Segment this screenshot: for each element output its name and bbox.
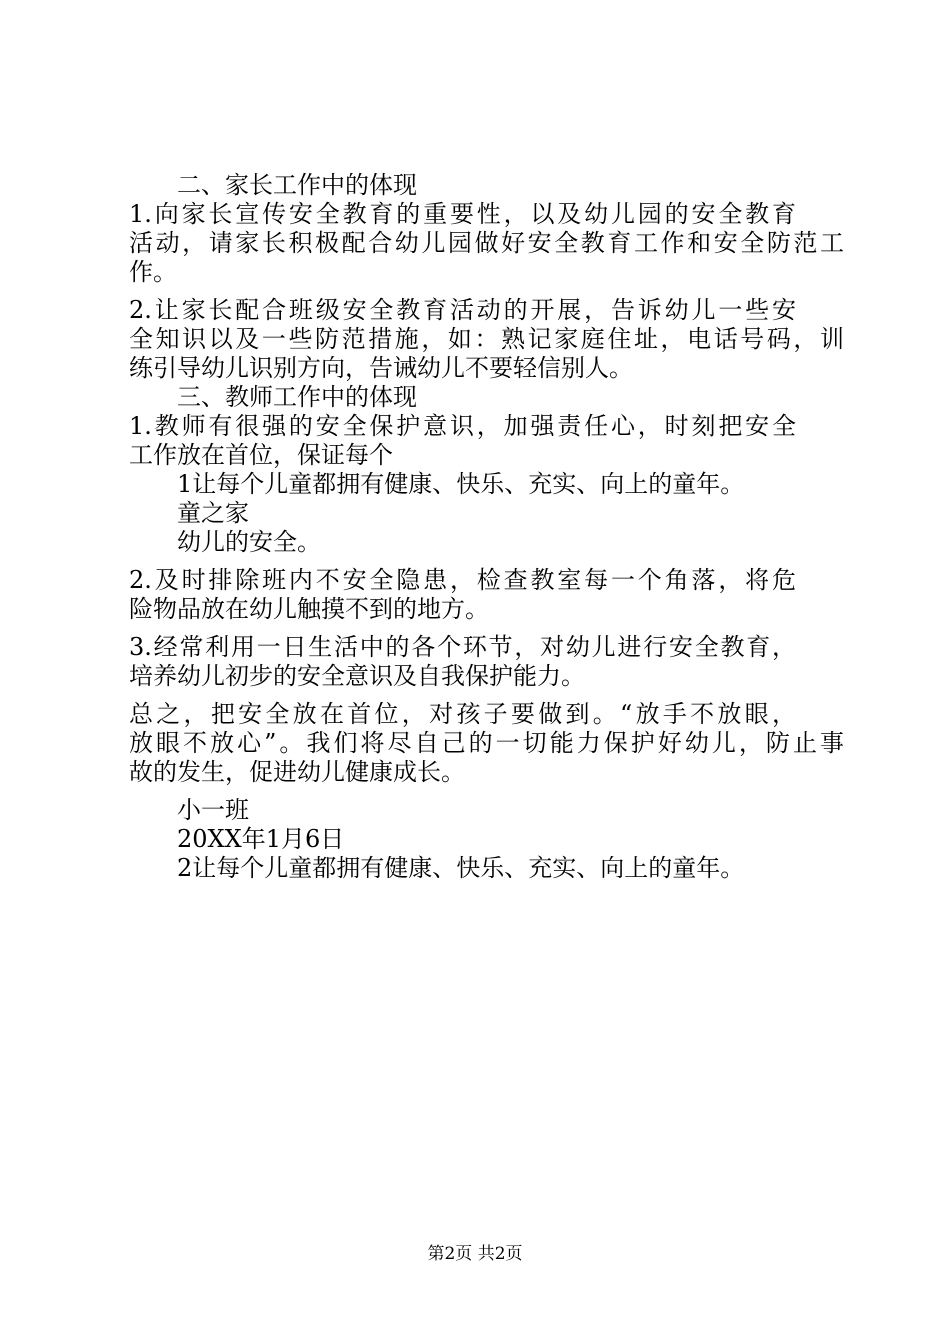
section-heading-teachers: 三、教师工作中的体现 <box>177 383 417 411</box>
paragraph-line: 险物品放在幼儿触摸不到的地方。 <box>129 595 489 623</box>
paragraph-line: 2.让家长配合班级安全教育活动的开展，告诉幼儿一些安 <box>129 296 796 324</box>
paragraph-line: 全知识以及一些防范措施，如：熟记家庭住址，电话号码，训 <box>129 325 844 353</box>
section-heading-parents: 二、家长工作中的体现 <box>177 171 417 199</box>
paragraph-line: 放眼不放心”。我们将尽自己的一切能力保护好幼儿，防止事 <box>129 729 844 757</box>
paragraph-line: 练引导幼儿识别方向，告诫幼儿不要轻信别人。 <box>129 354 633 382</box>
paragraph-line: 故的发生，促进幼儿健康成长。 <box>129 758 465 786</box>
paragraph-line: 1.向家长宣传安全教育的重要性，以及幼儿园的安全教育 <box>129 200 796 228</box>
watermark-text: 童之家 <box>177 499 249 527</box>
paragraph-line: 工作放在首位，保证每个 <box>129 441 393 469</box>
paragraph-line: 幼儿的安全。 <box>177 528 321 556</box>
paragraph-line: 总之，把安全放在首位，对孩子要做到。“放手不放眼， <box>129 700 796 728</box>
signature-class: 小一班 <box>177 796 249 824</box>
paragraph-line: 活动，请家长积极配合幼儿园做好安全教育工作和安全防范工 <box>129 229 844 257</box>
paragraph-line: 作。 <box>129 258 177 286</box>
document-body <box>129 171 844 883</box>
slogan-line: 1让每个儿童都拥有健康、快乐、充实、向上的童年。 <box>177 470 745 498</box>
paragraph-line: 2.及时排除班内不安全隐患，检查教室每一个角落，将危 <box>129 566 796 594</box>
page-number-footer: 第2页 共2页 <box>427 1244 523 1264</box>
paragraph-line: 3.经常利用一日生活中的各个环节，对幼儿进行安全教育， <box>129 633 796 661</box>
paragraph-line: 培养幼儿初步的安全意识及自我保护能力。 <box>129 662 585 690</box>
signature-date: 20XX年1月6日 <box>177 825 345 853</box>
paragraph-line: 1.教师有很强的安全保护意识，加强责任心，时刻把安全 <box>129 412 796 440</box>
slogan-line: 2让每个儿童都拥有健康、快乐、充实、向上的童年。 <box>177 854 745 882</box>
